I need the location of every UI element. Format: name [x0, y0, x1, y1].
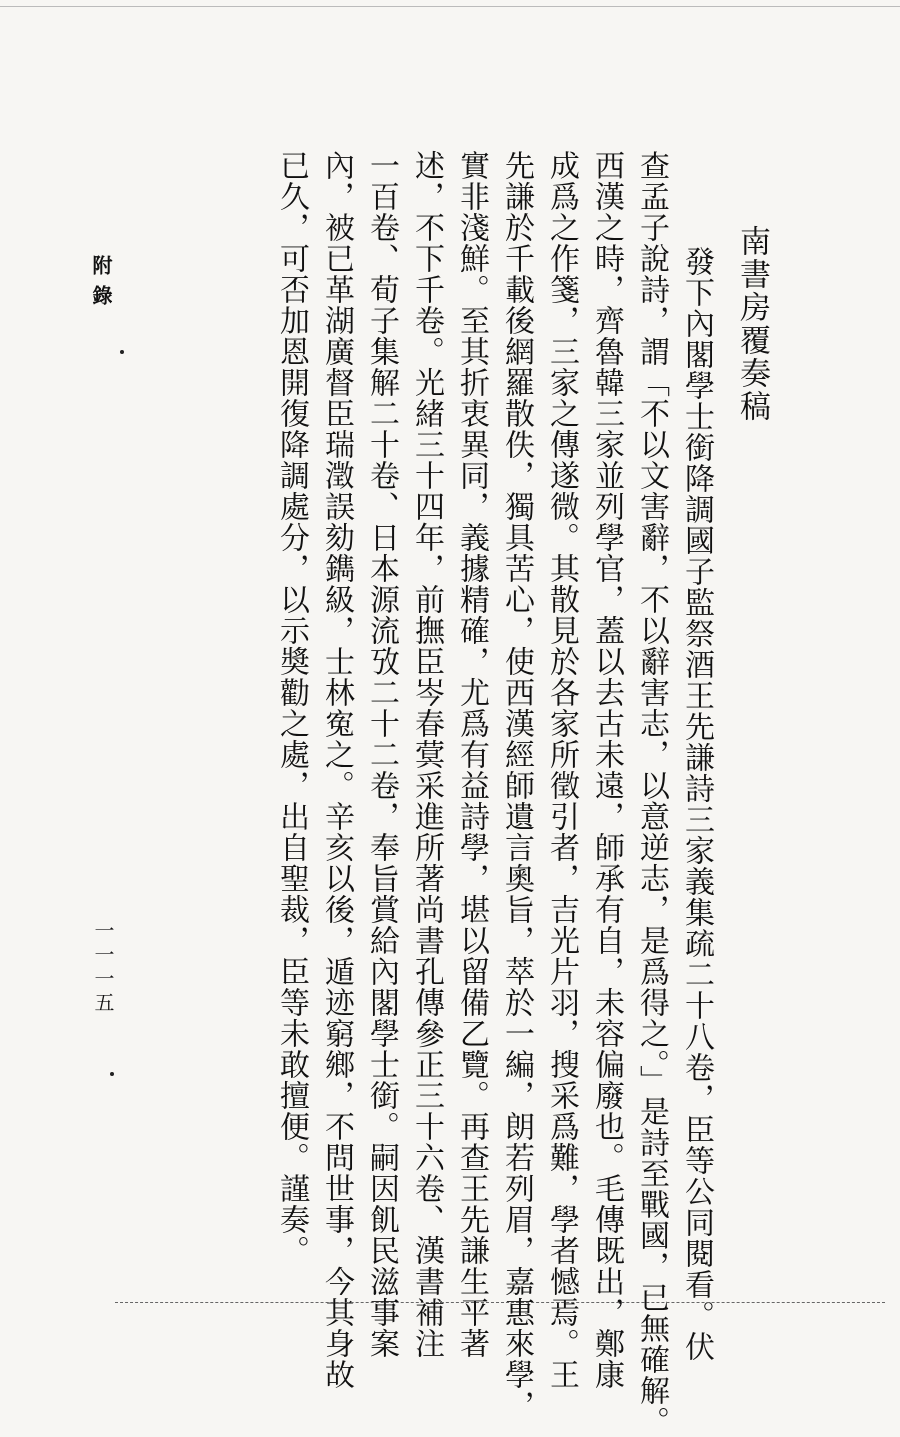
text-column-9: 內，被已革湖廣督臣瑞澂誤劾鐫級，士林寃之。辛亥以後，遁迹窮鄉，不問世事，今其身故 [319, 150, 354, 1390]
margin-dot [120, 350, 124, 354]
text-column-10: 已久，可否加恩開復降調處分，以示奬勸之處，出自聖裁，臣等未敢擅便。謹奏。 [274, 150, 309, 1266]
appendix-side-label: 附錄 [89, 255, 113, 315]
text-column-4: 成爲之作箋，三家之傳遂微。其散見於各家所徵引者，吉光片羽，搜采爲難，學者憾焉。王 [544, 150, 579, 1390]
top-edge-rule [0, 6, 900, 7]
page-title: 南書房覆奏稿 [734, 225, 770, 423]
margin-dot [110, 1072, 114, 1076]
text-column-8: 一百卷、荀子集解二十卷、日本源流攷二十二卷，奉旨賞給內閣學士銜。嗣因飢民滋事案 [364, 150, 399, 1359]
text-column-7: 述，不下千卷。光緒三十四年，前撫臣岑春蓂采進所著尚書孔傳參正三十六卷、漢書補注 [409, 150, 444, 1359]
text-column-3: 西漢之時，齊魯韓三家並列學官，蓋以去古未遠，師承有自，未容偏廢也。毛傳既出，鄭康 [589, 150, 624, 1390]
page-number: 一一一五 [91, 920, 115, 1016]
text-column-2: 查孟子說詩，謂「不以文害辭，不以辭害志，以意逆志，是爲得之。」是詩至戰國，已無確解。 [634, 150, 669, 1437]
text-column-5: 先謙於千載後網羅散佚，獨具苦心，使西漢經師遺言奧旨，萃於一編，朗若列眉，嘉惠來學， [499, 150, 534, 1421]
text-column-6: 實非淺鮮。至其折衷異同，義據精確，尤爲有益詩學，堪以留備乙覽。再查王先謙生平著 [454, 150, 489, 1359]
bottom-edge-rule [115, 1302, 885, 1304]
text-column-1: 發下內閣學士銜降調國子監祭酒王先謙詩三家義集疏二十八卷，臣等公同閱看。伏 [679, 246, 714, 1362]
